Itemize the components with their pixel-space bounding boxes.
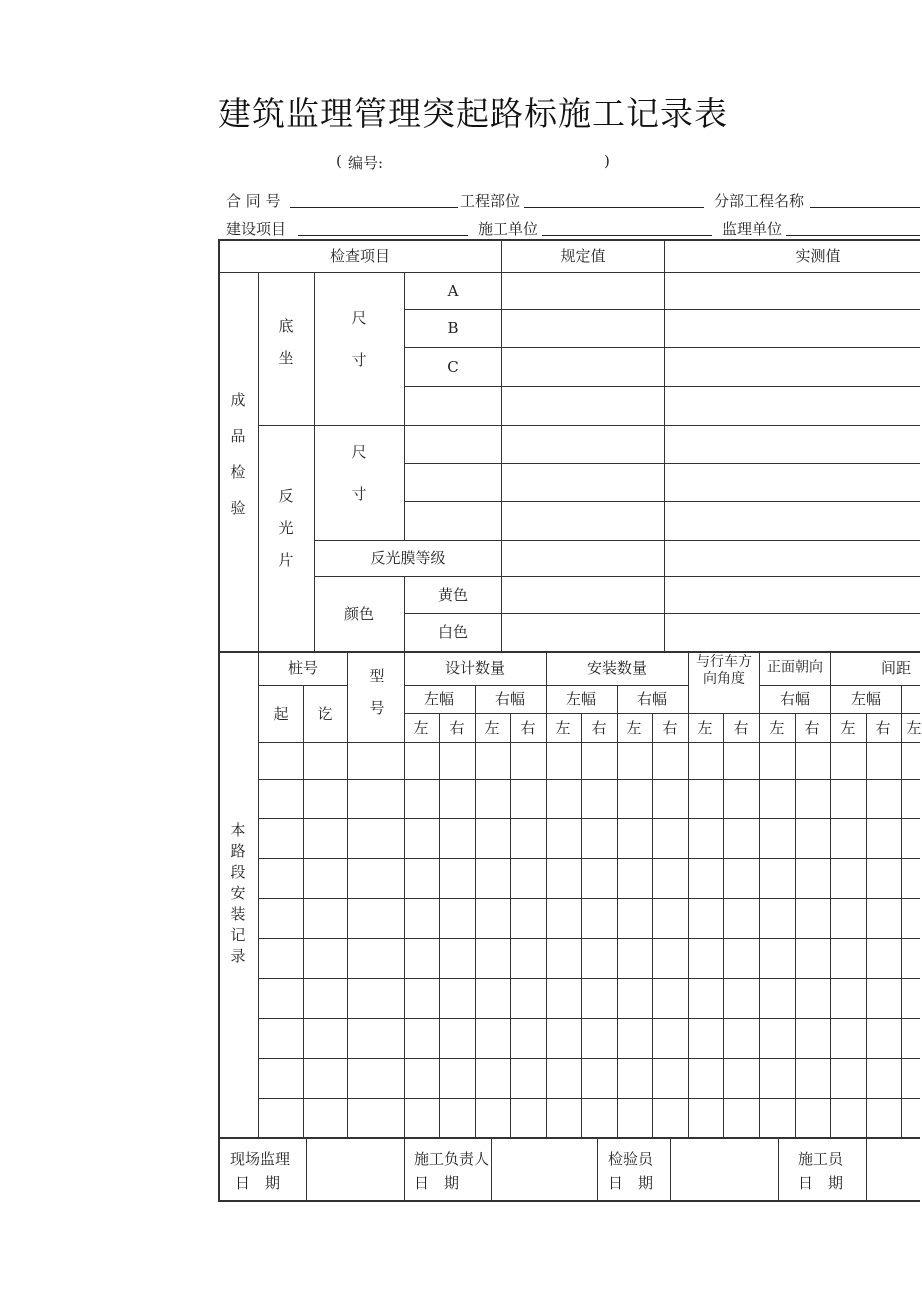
facing-right-side: 右幅 (779, 690, 811, 708)
grid-line (404, 347, 920, 348)
page-title: 建筑监理管理突起路标施工记录表 (218, 94, 728, 133)
color-yellow: 黄色 (437, 586, 469, 604)
col-left: 左 (840, 719, 856, 737)
grid-line (314, 540, 920, 541)
col-left: 左 (769, 719, 785, 737)
grid-line (778, 1137, 779, 1200)
supervision-unit-label: 监理单位 (722, 220, 783, 238)
col-right: 右 (875, 719, 891, 737)
grid-line (258, 742, 920, 743)
header-measured-value: 实测值 (795, 247, 841, 265)
grid-line (404, 501, 920, 502)
grid-line (866, 1137, 867, 1200)
grid-line (652, 713, 653, 1137)
table-border-left (218, 239, 220, 1201)
grid-line (664, 239, 665, 651)
table-border-top (218, 239, 920, 241)
base-row-a: A (447, 282, 459, 300)
inspector-signature: 检验员 日 期 (608, 1150, 654, 1192)
grid-line (306, 1137, 307, 1200)
grid-line (314, 576, 920, 577)
finished-product-inspection-label: 成品检验 (228, 392, 247, 536)
grid-line (491, 1137, 492, 1200)
col-right: 右 (449, 719, 465, 737)
grid-line (688, 651, 689, 1137)
grid-line (404, 613, 920, 614)
col-right: 右 (662, 719, 678, 737)
grid-line (723, 713, 724, 1137)
grid-line (830, 651, 831, 1137)
grid-line (258, 1058, 920, 1059)
grid-line (258, 978, 920, 979)
header-spacing: 间距 (880, 659, 912, 677)
installation-record-label: 本路段安装记录 (228, 822, 247, 969)
grid-line (759, 651, 760, 1137)
grid-line (404, 309, 920, 310)
header-model: 型号 (367, 668, 386, 732)
install-right-side: 右幅 (636, 690, 668, 708)
spacing-left-side: 左幅 (850, 690, 882, 708)
table-border-bottom (218, 1200, 920, 1202)
reflector-label: 反光片 (276, 488, 295, 584)
base-row-c: C (447, 358, 459, 376)
contract-no-label: 合 同 号 (226, 192, 281, 210)
grid-line (404, 386, 920, 387)
grid-line (258, 938, 920, 939)
header-installed-quantity: 安装数量 (586, 659, 648, 677)
col-right: 右 (804, 719, 820, 737)
header-inspection-item: 检查项目 (329, 247, 391, 265)
construction-leader-signature: 施工负责人 日 期 (414, 1150, 490, 1192)
grid-line (510, 713, 511, 1137)
color-white: 白色 (437, 623, 469, 641)
sub-project-name-label: 分部工程名称 (714, 192, 805, 210)
grid-line (670, 1137, 671, 1200)
grid-line (795, 713, 796, 1137)
header-stake-no: 桩号 (287, 659, 319, 677)
grid-line (314, 272, 315, 651)
col-left: 左 (697, 719, 713, 737)
header-specified-value: 规定值 (560, 247, 606, 265)
grid-line (581, 713, 582, 1137)
grid-line (258, 779, 920, 780)
grid-line (258, 1098, 920, 1099)
grid-line (617, 685, 618, 1137)
grid-line (258, 1018, 920, 1019)
grid-line (475, 685, 476, 1137)
col-left: 左 (626, 719, 642, 737)
grid-line (404, 713, 920, 714)
grid-line (258, 272, 259, 651)
grid-line (404, 651, 405, 1137)
col-left: 左 (555, 719, 571, 737)
grid-line (258, 898, 920, 899)
reflector-size-label: 尺寸 (349, 444, 368, 528)
grid-line (218, 1137, 920, 1139)
base-size-label: 尺寸 (349, 310, 368, 394)
construction-project-label: 建设项目 (226, 220, 287, 238)
color-label: 颜色 (343, 605, 375, 623)
header-end: 讫 (317, 705, 333, 723)
header-angle-to-traffic: 与行车方 向角度 (696, 654, 752, 687)
grid-line (404, 272, 405, 540)
base-label: 底坐 (276, 318, 295, 382)
grid-line (404, 463, 920, 464)
grid-line (501, 239, 502, 651)
header-start: 起 (273, 705, 289, 723)
design-right-side: 右幅 (494, 690, 526, 708)
grid-line (546, 651, 547, 1137)
grid-line (439, 713, 440, 1137)
design-left-side: 左幅 (423, 690, 455, 708)
grid-line (759, 685, 920, 686)
col-right: 右 (520, 719, 536, 737)
col-right: 右 (733, 719, 749, 737)
header-design-quantity: 设计数量 (444, 659, 506, 677)
grid-line (866, 713, 867, 1137)
serial-number: ( 编号: ) (336, 152, 610, 172)
col-right: 右 (591, 719, 607, 737)
grid-line (258, 858, 920, 859)
grid-line (258, 651, 259, 1137)
col-left: 左 (413, 719, 429, 737)
site-supervisor-signature: 现场监理 日 期 (230, 1150, 291, 1192)
grid-line (404, 685, 688, 686)
header-front-facing: 正面朝向 (767, 659, 823, 676)
install-left-side: 左幅 (565, 690, 597, 708)
reflective-film-grade: 反光膜等级 (370, 549, 446, 567)
base-row-b: B (447, 319, 459, 337)
constructor-signature: 施工员 日 期 (798, 1150, 844, 1192)
serial-label: 编号: (348, 154, 384, 172)
grid-line (901, 685, 902, 1137)
grid-line (218, 651, 920, 653)
grid-line (404, 1137, 405, 1200)
grid-line (303, 685, 304, 1137)
project-part-label: 工程部位 (460, 192, 521, 210)
grid-line (258, 818, 920, 819)
col-left: 左 (906, 719, 922, 737)
grid-line (258, 425, 920, 426)
grid-line (597, 1137, 598, 1200)
grid-line (258, 685, 347, 686)
construction-unit-label: 施工单位 (478, 220, 539, 238)
grid-line (218, 272, 920, 273)
grid-line (347, 651, 348, 1137)
col-left: 左 (484, 719, 500, 737)
